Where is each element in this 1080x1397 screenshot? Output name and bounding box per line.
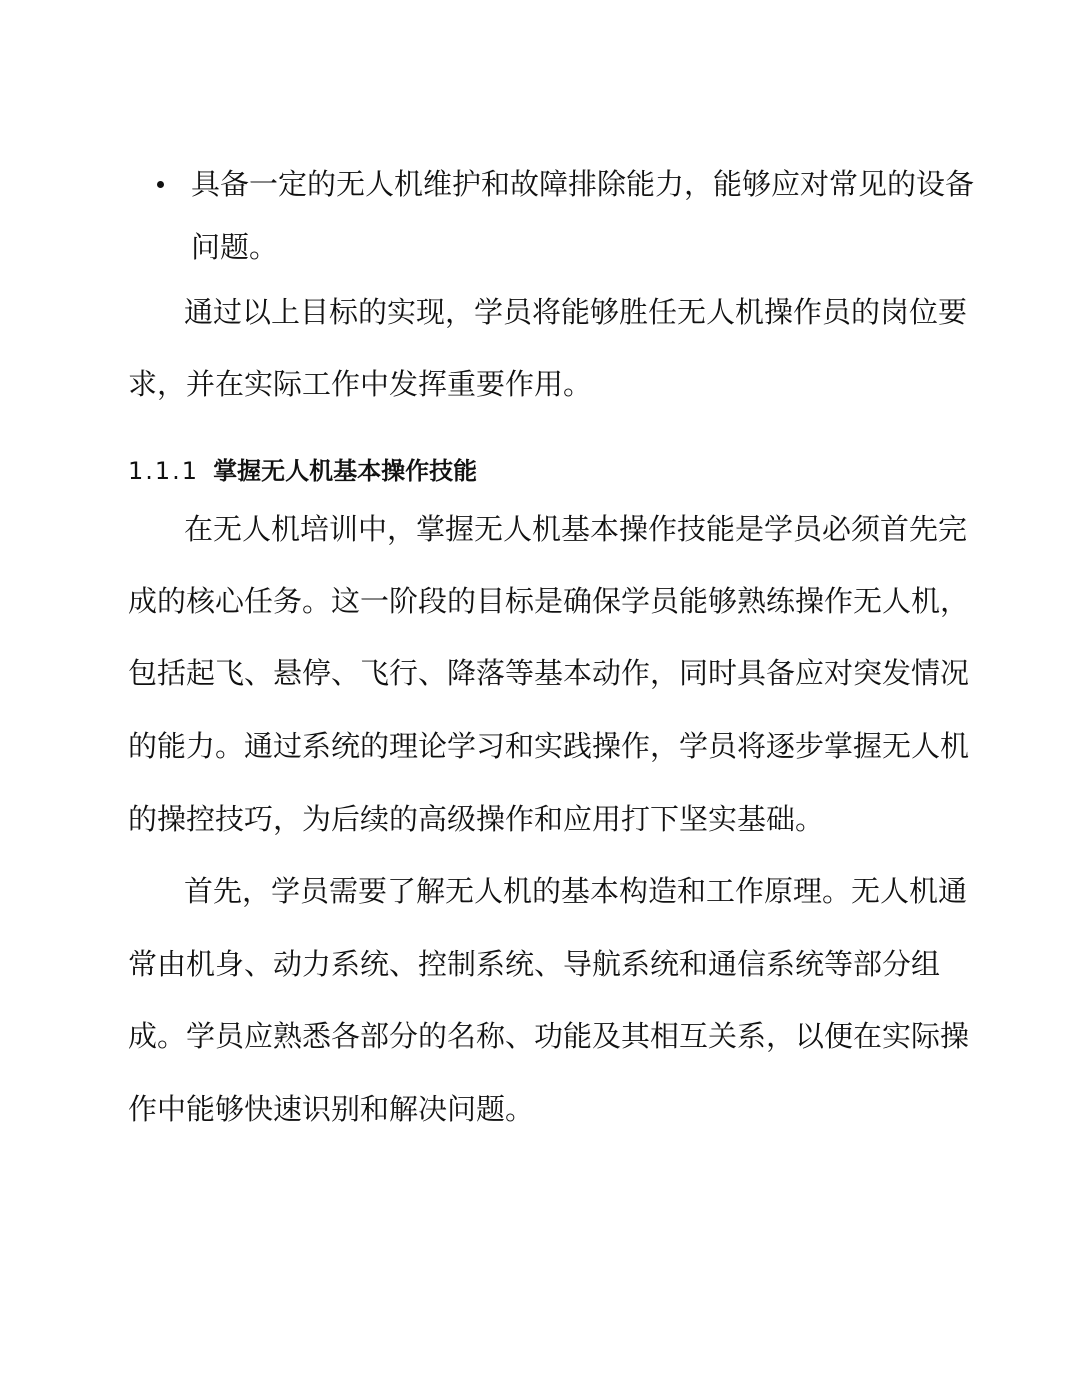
paragraph-3-line-3: 成。学员应熟悉各部分的名称、功能及其相互关系，以便在实际操	[128, 1019, 970, 1053]
bullet-icon	[157, 181, 164, 188]
section-title: 掌握无人机基本操作技能	[213, 457, 478, 485]
paragraph-2-line-3: 包括起飞、悬停、飞行、降落等基本动作，同时具备应对突发情况	[128, 656, 970, 690]
paragraph-3-line-1: 首先，学员需要了解无人机的基本构造和工作原理。无人机通	[184, 874, 968, 908]
bullet-text-line-1: 具备一定的无人机维护和故障排除能力，能够应对常见的设备	[191, 167, 975, 201]
paragraph-2-line-4: 的能力。通过系统的理论学习和实践操作，学员将逐步掌握无人机	[128, 729, 970, 763]
paragraph-2-line-2: 成的核心任务。这一阶段的目标是确保学员能够熟练操作无人机，	[128, 584, 970, 618]
paragraph-3-line-2: 常由机身、动力系统、控制系统、导航系统和通信系统等部分组	[128, 947, 941, 981]
section-heading	[128, 455, 477, 487]
paragraph-2-line-1: 在无人机培训中，掌握无人机基本操作技能是学员必须首先完	[184, 512, 968, 546]
paragraph-2-line-5: 的操控技巧，为后续的高级操作和应用打下坚实基础。	[128, 802, 825, 836]
paragraph-1-line-1: 通过以上目标的实现，学员将能够胜任无人机操作员的岗位要	[184, 295, 968, 329]
section-number: 1.1.1	[128, 457, 200, 485]
paragraph-1-line-2: 求，并在实际工作中发挥重要作用。	[128, 367, 593, 401]
paragraph-3-line-4: 作中能够快速识别和解决问题。	[128, 1092, 535, 1126]
bullet-text-line-2: 问题。	[191, 230, 279, 264]
